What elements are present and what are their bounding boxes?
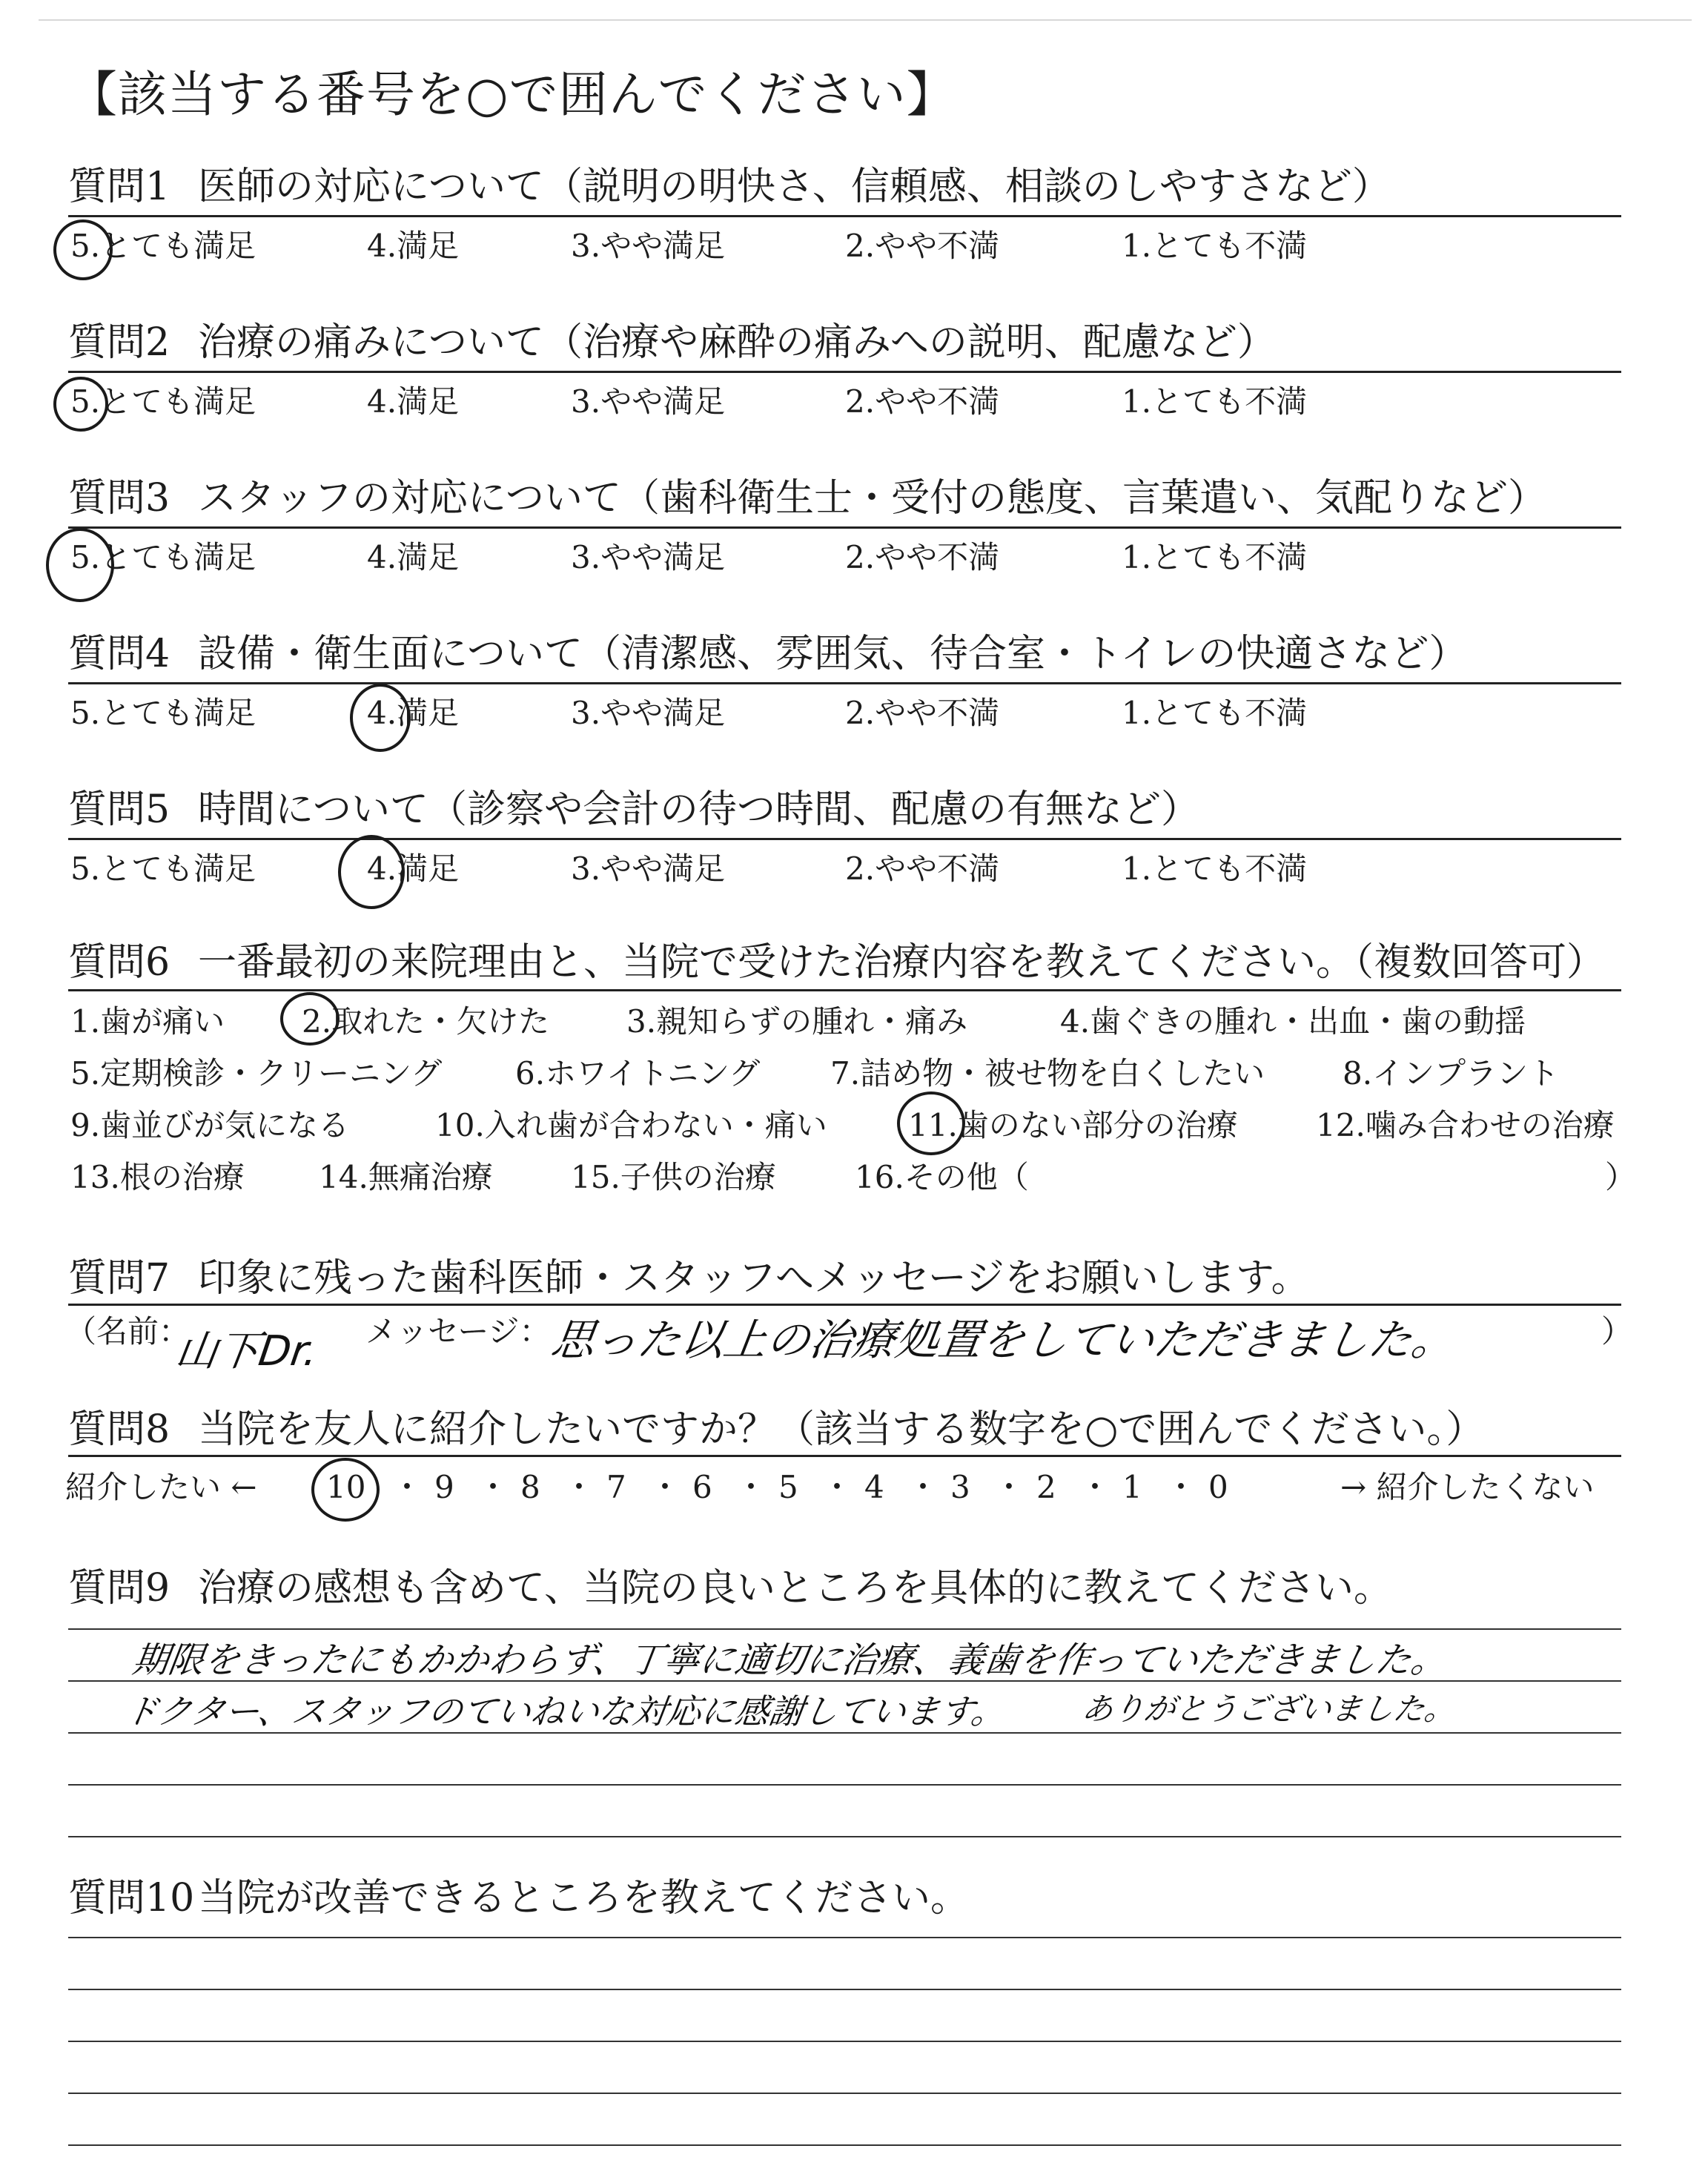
question-number: 質問5	[68, 787, 171, 832]
question-10-heading	[68, 1876, 969, 1920]
question-number: 質問3	[68, 476, 171, 521]
question-rule	[68, 215, 1621, 217]
option-14[interactable]: 14.無痛治療	[319, 1159, 493, 1195]
question-number: 質問10	[68, 1876, 195, 1920]
scale-0[interactable]: 0	[1208, 1469, 1228, 1505]
handwritten-answer-line-2: ドクター、スタッフのていねいな対応に感謝しています。	[121, 1691, 1009, 1731]
option-3[interactable]: 3.やや満足	[571, 228, 726, 264]
option-12[interactable]: 12.噛み合わせの治療	[1316, 1107, 1615, 1143]
question-rule	[68, 1455, 1621, 1457]
option-2[interactable]: 2.やや不満	[845, 695, 1000, 731]
scale-dot: ・	[649, 1469, 681, 1505]
scale-10[interactable]: 10	[326, 1469, 366, 1505]
answer-line	[68, 1836, 1621, 1837]
question-7-heading	[68, 1256, 1310, 1301]
option-4[interactable]: 4.満足	[367, 851, 460, 887]
scale-dot: ・	[907, 1469, 939, 1505]
scale-8[interactable]: 8	[520, 1469, 540, 1505]
selection-circle	[350, 684, 411, 752]
answer-line	[68, 2041, 1621, 2042]
option-1[interactable]: 1.とても不満	[1122, 695, 1308, 731]
answer-line	[68, 1784, 1621, 1786]
selection-circle	[53, 219, 113, 280]
selection-circle	[338, 835, 405, 909]
left-label: 紹介したい ←	[65, 1469, 257, 1505]
scale-6[interactable]: 6	[692, 1469, 712, 1505]
question-rule	[68, 371, 1621, 373]
scale-dot: ・	[993, 1469, 1025, 1505]
option-8[interactable]: 8.インプラント	[1343, 1055, 1560, 1091]
scale-5[interactable]: 5	[778, 1469, 798, 1505]
question-3-heading	[68, 476, 1546, 521]
scale-dot: ・	[563, 1469, 595, 1505]
option-2[interactable]: 2.やや不満	[845, 851, 1000, 887]
option-1[interactable]: 1.歯が痛い	[70, 1003, 225, 1040]
scale-dot: ・	[477, 1469, 509, 1505]
option-3[interactable]: 3.やや満足	[571, 851, 726, 887]
question-number: 質問8	[68, 1407, 171, 1452]
option-1[interactable]: 1.とても不満	[1122, 539, 1308, 575]
option-5[interactable]: 5.とても満足	[70, 383, 256, 420]
question-8-heading	[68, 1407, 1484, 1452]
option-4[interactable]: 4.満足	[367, 228, 460, 264]
message-label: メッセージ：	[365, 1313, 551, 1350]
answer-line	[68, 2093, 1621, 2094]
scale-dot: ・	[735, 1469, 767, 1505]
question-number: 質問1	[68, 165, 171, 209]
option-2[interactable]: 2.やや不満	[845, 228, 1000, 264]
scale-9[interactable]: 9	[434, 1469, 454, 1505]
top-border	[39, 19, 1692, 21]
question-4-heading	[68, 632, 1467, 676]
option-3[interactable]: 3.やや満足	[571, 539, 726, 575]
option-1[interactable]: 1.とても不満	[1122, 851, 1308, 887]
option-4[interactable]: 4.満足	[367, 539, 460, 575]
question-1-heading	[68, 165, 1391, 209]
question-number: 質問7	[68, 1256, 171, 1301]
scale-2[interactable]: 2	[1036, 1469, 1056, 1505]
scale-dot: ・	[391, 1469, 423, 1505]
handwritten-answer-line-2-thanks: ありがとうございました。	[1079, 1691, 1459, 1727]
scale-1[interactable]: 1	[1122, 1469, 1142, 1505]
option-2[interactable]: 2.やや不満	[845, 383, 1000, 420]
option-15[interactable]: 15.子供の治療	[571, 1159, 776, 1195]
option-13[interactable]: 13.根の治療	[70, 1159, 245, 1195]
question-rule	[68, 838, 1621, 840]
question-2-heading	[68, 320, 1276, 365]
option-5[interactable]: 5.とても満足	[70, 695, 256, 731]
option-2[interactable]: 2.取れた・欠けた	[302, 1003, 550, 1040]
question-9-heading	[68, 1566, 1392, 1611]
question-number: 質問9	[68, 1566, 171, 1611]
option-3[interactable]: 3.やや満足	[571, 695, 726, 731]
selection-circle	[53, 377, 108, 432]
option-16-close-paren: ）	[1605, 1159, 1637, 1195]
question-text: 設備・衛生面について（清潔感、雰囲気、待合室・トイレの快適さなど）	[198, 632, 1468, 676]
question-text: 時間について（診察や会計の待つ時間、配慮の有無など）	[198, 787, 1199, 832]
option-4[interactable]: 4.満足	[367, 695, 460, 731]
handwritten-name: 山下Dr.	[172, 1327, 321, 1375]
scale-7[interactable]: 7	[606, 1469, 626, 1505]
option-4[interactable]: 4.満足	[367, 383, 460, 420]
question-rule	[68, 526, 1621, 529]
scale-dot: ・	[1165, 1469, 1197, 1505]
option-3[interactable]: 3.やや満足	[571, 383, 726, 420]
question-text: 当院が改善できるところを教えてください。	[198, 1876, 970, 1920]
option-16[interactable]: 16.その他（	[855, 1159, 1029, 1195]
question-rule	[68, 682, 1621, 684]
scale-4[interactable]: 4	[864, 1469, 884, 1505]
selection-circle	[280, 992, 340, 1046]
option-5[interactable]: 5.とても満足	[70, 228, 256, 264]
option-1[interactable]: 1.とても不満	[1122, 383, 1308, 420]
selection-circle	[46, 528, 114, 602]
option-3[interactable]: 3.親知らずの腫れ・痛み	[626, 1003, 968, 1040]
answer-line	[68, 1989, 1621, 1990]
question-6-heading	[68, 940, 1605, 985]
option-5[interactable]: 5.とても満足	[70, 851, 256, 887]
option-4[interactable]: 4.歯ぐきの腫れ・出血・歯の動揺	[1060, 1003, 1526, 1040]
option-5[interactable]: 5.定期検診・クリーニング	[70, 1055, 443, 1091]
question-text: 当院を友人に紹介したいですか？（該当する数字を○で囲んでください。）	[198, 1407, 1485, 1452]
answer-line	[68, 2144, 1621, 2146]
question-5-heading	[68, 787, 1199, 832]
option-1[interactable]: 1.とても不満	[1122, 228, 1308, 264]
question-number: 質問6	[68, 940, 171, 985]
option-9[interactable]: 9.歯並びが気になる	[70, 1107, 350, 1143]
scale-3[interactable]: 3	[950, 1469, 970, 1505]
option-7[interactable]: 7.詰め物・被せ物を白くしたい	[830, 1055, 1265, 1091]
right-label: → 紹介したくない	[1340, 1469, 1595, 1505]
instruction-heading: 【該当する番号を○で囲んでください】	[68, 66, 956, 123]
answer-line	[68, 1937, 1621, 1938]
question-rule	[68, 989, 1621, 991]
question-text: 印象に残った歯科医師・スタッフへメッセージをお願いします。	[198, 1256, 1310, 1301]
scale-dot: ・	[1079, 1469, 1111, 1505]
handwritten-answer-line-1: 期限をきったにもかかわらず、丁寧に適切に治療、義歯を作っていただきました。	[130, 1639, 1450, 1681]
selection-circle	[311, 1458, 380, 1522]
option-6[interactable]: 6.ホワイトニング	[515, 1055, 761, 1091]
option-11[interactable]: 11.歯のない部分の治療	[908, 1107, 1238, 1143]
question-number: 質問4	[68, 632, 171, 676]
option-2[interactable]: 2.やや不満	[845, 539, 1000, 575]
name-label: （名前：	[65, 1313, 191, 1350]
question-text: 治療の感想も含めて、当院の良いところを具体的に教えてください。	[198, 1566, 1392, 1611]
close-paren: ）	[1601, 1313, 1633, 1350]
scale-dot: ・	[821, 1469, 853, 1505]
selection-circle	[897, 1091, 965, 1155]
option-5[interactable]: 5.とても満足	[70, 539, 256, 575]
question-text: スタッフの対応について（歯科衛生士・受付の態度、言葉遣い、気配りなど）	[198, 476, 1546, 521]
handwritten-message: 思った以上の治療処置をしていただきました。	[548, 1315, 1459, 1365]
answer-line	[68, 1628, 1621, 1630]
question-number: 質問2	[68, 320, 171, 365]
question-text: 一番最初の来院理由と、当院で受けた治療内容を教えてください。（複数回答可）	[198, 940, 1606, 985]
option-10[interactable]: 10.入れ歯が合わない・痛い	[435, 1107, 827, 1143]
question-text: 医師の対応について（説明の明快さ、信頼感、相談のしやすさなど）	[198, 165, 1391, 209]
question-text: 治療の痛みについて（治療や麻酔の痛みへの説明、配慮など）	[198, 320, 1276, 365]
